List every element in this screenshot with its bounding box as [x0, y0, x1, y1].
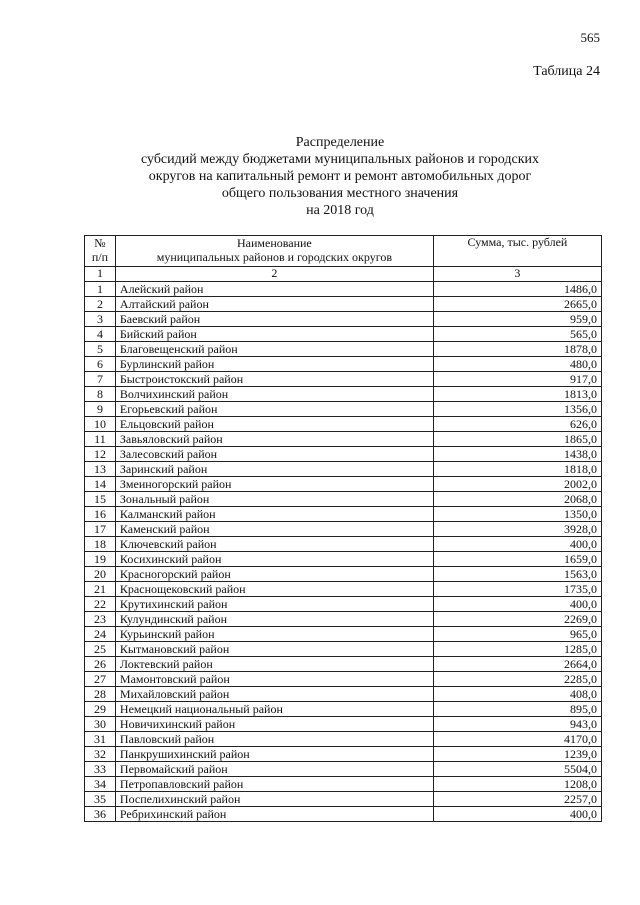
table-row: [85, 417, 602, 432]
subsidy-amount: 1878,0: [433, 342, 601, 357]
column-index: 2: [115, 267, 433, 282]
row-number: 9: [85, 402, 116, 417]
row-number: 20: [85, 567, 116, 582]
district-name: Краснощековский район: [115, 582, 433, 597]
header-name-line2: муниципальных районов и городских округов: [156, 250, 392, 264]
table-row: [85, 537, 602, 552]
table-row: [85, 717, 602, 732]
row-number: 28: [85, 687, 116, 702]
subsidy-amount: 408,0: [433, 687, 601, 702]
table-row: [85, 402, 602, 417]
row-number: 18: [85, 537, 116, 552]
subsidy-amount: 400,0: [433, 597, 601, 612]
subsidy-amount: 400,0: [433, 807, 601, 822]
district-name: Поспелихинский район: [115, 792, 433, 807]
table-row: [85, 282, 602, 297]
district-name: Калманский район: [115, 507, 433, 522]
page-number: 565: [580, 30, 600, 45]
table-row: [85, 597, 602, 612]
subsidy-amount: 917,0: [433, 372, 601, 387]
subsidy-amount: 1659,0: [433, 552, 601, 567]
document-title: [80, 134, 600, 219]
header-number-line1: №: [94, 236, 106, 250]
district-name: Панкрушихинский район: [115, 747, 433, 762]
column-index: 1: [85, 267, 116, 282]
row-number: 25: [85, 642, 116, 657]
district-name: Змеиногорский район: [115, 477, 433, 492]
subsidy-amount: 895,0: [433, 702, 601, 717]
row-number: 6: [85, 357, 116, 372]
subsidy-amount: 2257,0: [433, 792, 601, 807]
district-name: Залесовский район: [115, 447, 433, 462]
row-number: 15: [85, 492, 116, 507]
subsidy-amount: 1356,0: [433, 402, 601, 417]
district-name: Косихинский район: [115, 552, 433, 567]
table-label: Таблица 24: [533, 64, 600, 79]
table-row: [85, 447, 602, 462]
district-name: Заринский район: [115, 462, 433, 477]
row-number: 5: [85, 342, 116, 357]
row-number: 19: [85, 552, 116, 567]
row-number: 31: [85, 732, 116, 747]
table-row: [85, 762, 602, 777]
header-number: [85, 236, 116, 267]
row-number: 34: [85, 777, 116, 792]
row-number: 14: [85, 477, 116, 492]
row-number: 4: [85, 327, 116, 342]
district-name: Бурлинский район: [115, 357, 433, 372]
district-name: Каменский район: [115, 522, 433, 537]
subsidy-amount: 1285,0: [433, 642, 601, 657]
subsidy-amount: 4170,0: [433, 732, 601, 747]
subsidy-amount: 2664,0: [433, 657, 601, 672]
subsidy-amount: 1438,0: [433, 447, 601, 462]
title-line: общего пользования местного значения: [221, 186, 459, 201]
row-number: 26: [85, 657, 116, 672]
table-row: [85, 807, 602, 822]
row-number: 23: [85, 612, 116, 627]
table-row: [85, 792, 602, 807]
row-number: 3: [85, 312, 116, 327]
district-name: Красногорский район: [115, 567, 433, 582]
subsidy-amount: 2269,0: [433, 612, 601, 627]
subsidy-amount: 2665,0: [433, 297, 601, 312]
row-number: 1: [85, 282, 116, 297]
district-name: Благовещенский район: [115, 342, 433, 357]
district-name: Курьинский район: [115, 627, 433, 642]
district-name: Ребрихинский район: [115, 807, 433, 822]
row-number: 32: [85, 747, 116, 762]
row-number: 22: [85, 597, 116, 612]
table-row: [85, 477, 602, 492]
subsidy-amount: 2002,0: [433, 477, 601, 492]
table-row: [85, 342, 602, 357]
table-row: [85, 612, 602, 627]
header-number-line2: п/п: [91, 250, 109, 264]
table-row: [85, 627, 602, 642]
subsidy-amount: 480,0: [433, 357, 601, 372]
subsidy-amount: 3928,0: [433, 522, 601, 537]
district-name: Первомайский район: [115, 762, 433, 777]
subsidy-amount: 2068,0: [433, 492, 601, 507]
subsidy-amount: 1813,0: [433, 387, 601, 402]
table-row: [85, 687, 602, 702]
row-number: 16: [85, 507, 116, 522]
subsidy-amount: 1865,0: [433, 432, 601, 447]
district-name: Бийский район: [115, 327, 433, 342]
header-sum: Сумма, тыс. рублей: [433, 236, 601, 267]
table-row: [85, 657, 602, 672]
district-name: Петропавловский район: [115, 777, 433, 792]
table-row: [85, 462, 602, 477]
row-number: 7: [85, 372, 116, 387]
district-name: Ельцовский район: [115, 417, 433, 432]
district-name: Кулундинский район: [115, 612, 433, 627]
row-number: 2: [85, 297, 116, 312]
district-name: Завьяловский район: [115, 432, 433, 447]
subsidy-amount: 1486,0: [433, 282, 601, 297]
subsidy-amount: 1563,0: [433, 567, 601, 582]
district-name: Баевский район: [115, 312, 433, 327]
row-number: 10: [85, 417, 116, 432]
table-row: [85, 327, 602, 342]
row-number: 13: [85, 462, 116, 477]
table-row: [85, 747, 602, 762]
title-line: Распределение: [295, 135, 385, 150]
row-number: 24: [85, 627, 116, 642]
column-index: 3: [433, 267, 601, 282]
subsidy-amount: 5504,0: [433, 762, 601, 777]
subsidy-amount: 943,0: [433, 717, 601, 732]
row-number: 11: [85, 432, 116, 447]
district-name: Егорьевский район: [115, 402, 433, 417]
subsidy-amount: 1208,0: [433, 777, 601, 792]
row-number: 27: [85, 672, 116, 687]
table-row: [85, 702, 602, 717]
table-row: [85, 432, 602, 447]
table-row: [85, 372, 602, 387]
header-name-line1: Наименование: [236, 236, 312, 250]
district-name: Зональный район: [115, 492, 433, 507]
district-name: Алейский район: [115, 282, 433, 297]
district-name: Кытмановский район: [115, 642, 433, 657]
row-number: 12: [85, 447, 116, 462]
district-name: Волчихинский район: [115, 387, 433, 402]
table-row: [85, 297, 602, 312]
row-number: 33: [85, 762, 116, 777]
district-name: Павловский район: [115, 732, 433, 747]
subsidy-amount: 1735,0: [433, 582, 601, 597]
title-line: округов на капитальный ремонт и ремонт автомобильных дорог: [148, 169, 532, 184]
district-name: Немецкий национальный район: [115, 702, 433, 717]
header-name: [115, 236, 433, 267]
subsidy-amount: 626,0: [433, 417, 601, 432]
subsidy-amount: 1350,0: [433, 507, 601, 522]
subsidy-amount: 959,0: [433, 312, 601, 327]
title-line: на 2018 год: [306, 203, 374, 218]
district-name: Алтайский район: [115, 297, 433, 312]
table-body: [85, 282, 602, 822]
table-row: [85, 777, 602, 792]
row-number: 30: [85, 717, 116, 732]
subsidy-amount: 400,0: [433, 537, 601, 552]
subsidy-table: [84, 235, 602, 822]
table-row: [85, 507, 602, 522]
row-number: 35: [85, 792, 116, 807]
table-row: [85, 522, 602, 537]
district-name: Быстроистокский район: [115, 372, 433, 387]
table-header-row: [85, 236, 602, 267]
subsidy-amount: 1239,0: [433, 747, 601, 762]
district-name: Локтевский район: [115, 657, 433, 672]
subsidy-amount: 1818,0: [433, 462, 601, 477]
table-row: [85, 492, 602, 507]
row-number: 8: [85, 387, 116, 402]
table-row: [85, 642, 602, 657]
column-index-row: [85, 267, 602, 282]
table-row: [85, 552, 602, 567]
subsidy-amount: 565,0: [433, 327, 601, 342]
row-number: 21: [85, 582, 116, 597]
table-row: [85, 672, 602, 687]
row-number: 36: [85, 807, 116, 822]
table-row: [85, 732, 602, 747]
row-number: 17: [85, 522, 116, 537]
table-row: [85, 387, 602, 402]
table-row: [85, 312, 602, 327]
district-name: Ключевский район: [115, 537, 433, 552]
district-name: Михайловский район: [115, 687, 433, 702]
table-row: [85, 567, 602, 582]
subsidy-amount: 2285,0: [433, 672, 601, 687]
row-number: 29: [85, 702, 116, 717]
district-name: Мамонтовский район: [115, 672, 433, 687]
table-row: [85, 357, 602, 372]
table-row: [85, 582, 602, 597]
title-line: субсидий между бюджетами муниципальных районов и городских: [140, 152, 540, 167]
subsidy-amount: 965,0: [433, 627, 601, 642]
district-name: Крутихинский район: [115, 597, 433, 612]
district-name: Новичихинский район: [115, 717, 433, 732]
